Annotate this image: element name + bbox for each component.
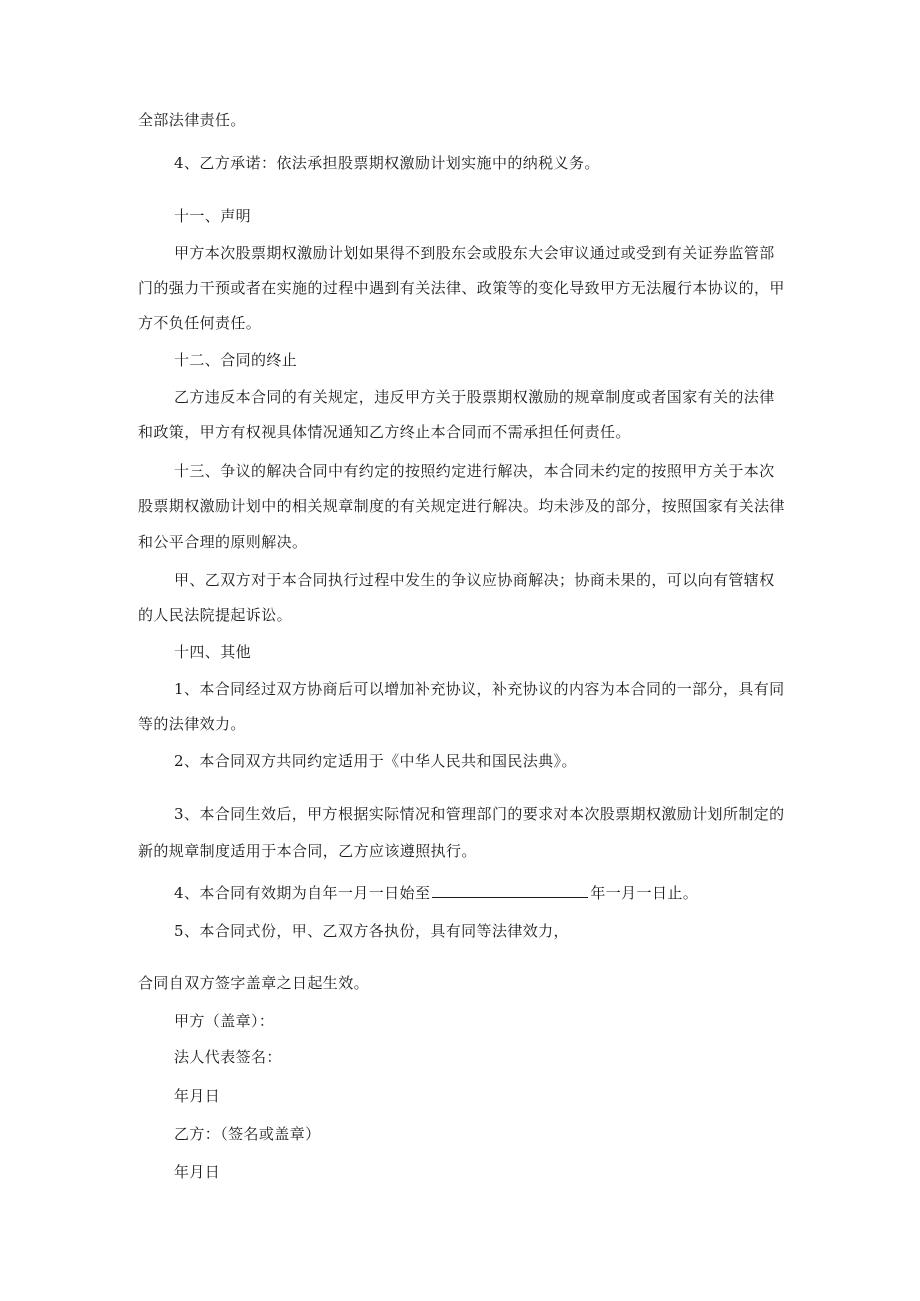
section-heading: 十二、合同的终止 [174,351,298,369]
validity-start-text: 4、本合同有效期为自年一月一日始至 [174,884,431,902]
party-b-date-label: 年月日 [174,1163,221,1181]
validity-end-text: 年一月一日止。 [590,884,699,902]
text-line: 门的强力干预或者在实施的过程中遇到有关法律、政策等的变化导致甲方无法履行本协议的，甲 [138,279,785,297]
text-line: 3、本合同生效后，甲方根据实际情况和管理部门的要求对本次股票期权激励计划所制定的 [174,805,785,823]
text-line: 和公平合理的原则解决。 [138,533,308,551]
text-line: 方不负任何责任。 [138,314,262,332]
text-line: 新的规章制度适用于本合同，乙方应该遵照执行。 [138,842,477,860]
section-heading: 十四、其他 [174,643,252,661]
text-line: 的人民法院提起诉讼。 [138,606,293,624]
text-line: 和政策，甲方有权视具体情况通知乙方终止本合同而不需承担任何责任。 [138,423,631,441]
text-line: 1、本合同经过双方协商后可以增加补充协议，补充协议的内容为本合同的一部分，具有同 [174,680,785,698]
text-line: 十三、争议的解决合同中有约定的按照约定进行解决，本合同未约定的按照甲方关于本次 [174,462,775,480]
text-line: 合同自双方签字盖章之日起生效。 [138,974,370,992]
party-a-seal-label: 甲方（盖章）： [174,1012,275,1030]
legal-rep-signature-label: 法人代表签名： [174,1048,282,1066]
party-a-date-label: 年月日 [174,1087,221,1105]
text-line: 全部法律责任。 [138,111,246,129]
text-line: 等的法律效力。 [138,715,246,733]
section-heading: 十一、声明 [174,207,252,225]
text-line: 乙方违反本合同的有关规定，违反甲方关于股票期权激励的规章制度或者国家有关的法律 [174,388,775,406]
text-line: 股票期权激励计划中的相关规章制度的有关规定进行解决。均未涉及的部分，按照国家有关法律 [138,497,785,515]
party-b-signature-label: 乙方：（签名或盖章） [174,1125,321,1143]
text-line: 甲方本次股票期权激励计划如果得不到股东会或股东大会审议通过或受到有关证券监管部 [174,244,775,262]
text-line: 2、本合同双方共同约定适用于《中华人民共和国民法典》。 [174,752,577,770]
text-line: 5、本合同式份，甲、乙双方各执份，具有同等法律效力， [174,922,569,940]
validity-line [174,882,698,903]
text-line: 4、乙方承诺：依法承担股票期权激励计划实施中的纳税义务。 [174,154,600,172]
validity-blank-underline [432,882,588,898]
text-line: 甲、乙双方对于本合同执行过程中发生的争议应协商解决；协商未果的，可以向有管辖权 [174,571,775,589]
